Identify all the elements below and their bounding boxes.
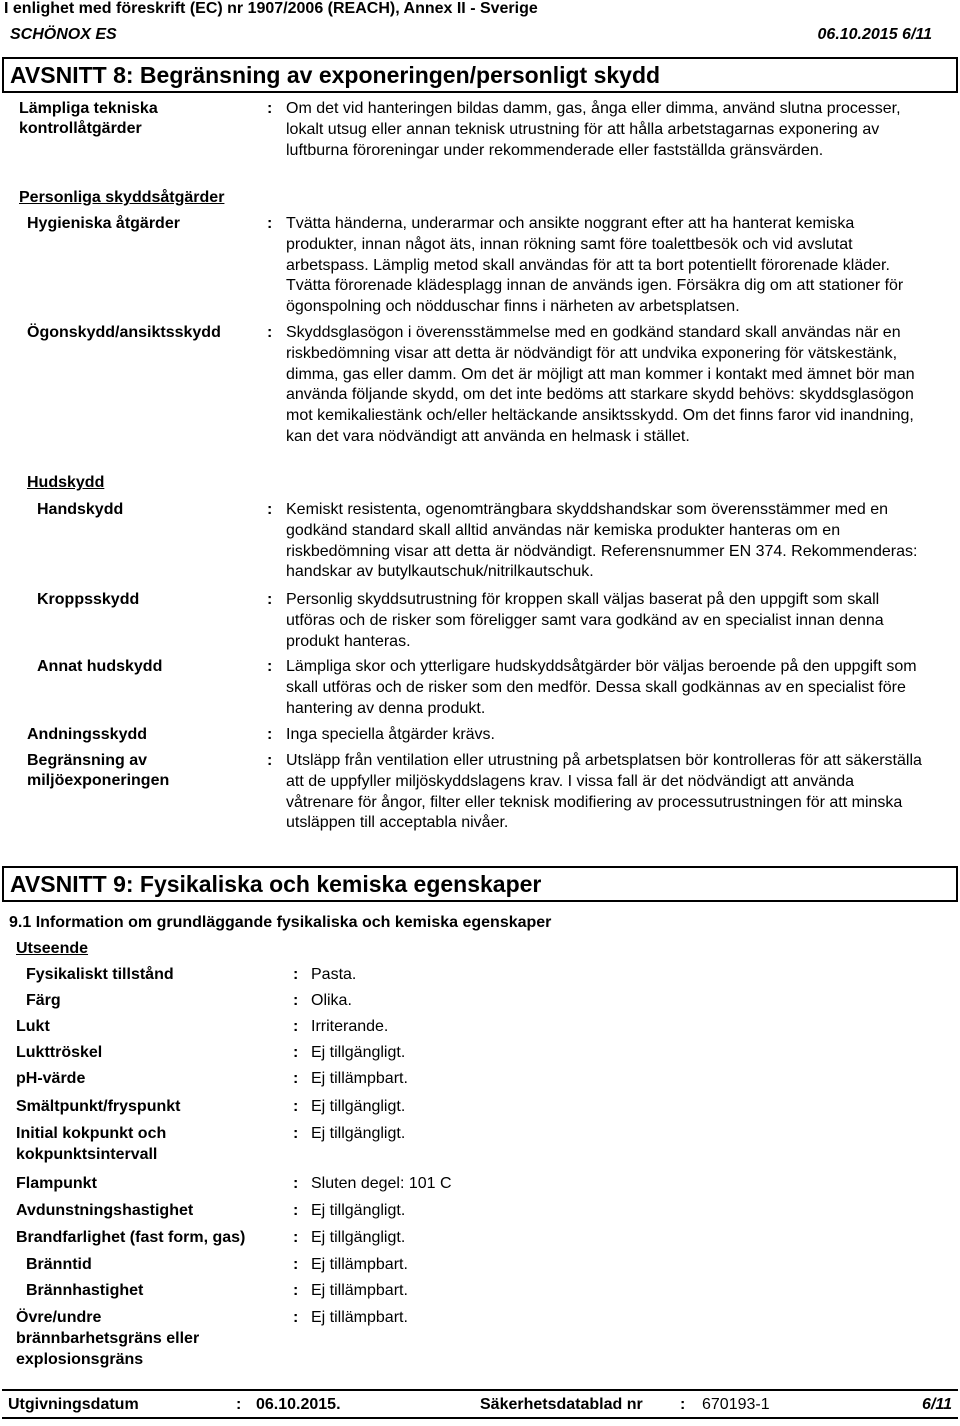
hygiene-value: Tvätta händerna, underarmar och ansikte noggrant efter att ha hanterat kemiska produkter, innan något äts, innan rökning samt före toalettbesök och vid avslutat arbetspass. Lämplig metod skall användas för att ta bort potentiellt förorenade kläder. Tvätta förorenade klädesplagg innan de används igen. Försäkra dig om att stationer för ögonspolning och nödduschar finns i närheten av arbetsplatsen. <box>286 215 904 316</box>
prop-value: Sluten degel: 101 C <box>311 1175 452 1192</box>
prop-value: Ej tillämpbart. <box>311 1256 408 1273</box>
colon: : <box>680 1396 686 1413</box>
page-number: 6/11 <box>922 1396 952 1413</box>
colon: : <box>267 501 273 518</box>
prop-label: Flampunkt <box>16 1175 97 1192</box>
colon: : <box>293 1044 299 1061</box>
prop-label: Övre/undre brännbarhetsgräns eller explosionsgräns <box>16 1309 200 1368</box>
colon: : <box>293 1229 299 1246</box>
prop-label: Brännhastighet <box>26 1282 144 1299</box>
colon: : <box>267 726 273 743</box>
colon: : <box>293 1282 299 1299</box>
regulation-header: I enlighet med föreskrift (EC) nr 1907/2006 (REACH), Annex II - Sverige <box>4 0 538 17</box>
appearance-heading: Utseende <box>16 940 89 957</box>
respiratory-protection-value: Inga speciella åtgärder krävs. <box>286 726 495 743</box>
colon: : <box>267 215 273 232</box>
colon: : <box>293 1018 299 1035</box>
colon: : <box>267 591 273 608</box>
prop-value: Olika. <box>311 992 352 1009</box>
sds-number-value: 670193-1 <box>702 1396 770 1413</box>
prop-value: Ej tillgängligt. <box>311 1125 406 1142</box>
hygiene-label: Hygieniska åtgärder <box>27 215 180 232</box>
prop-value: Ej tillämpbart. <box>311 1282 408 1299</box>
header-date-page: 06.10.2015 6/11 <box>817 26 932 43</box>
colon: : <box>267 100 273 117</box>
prop-value: Irriterande. <box>311 1018 389 1035</box>
colon: : <box>293 1175 299 1192</box>
section9-subtitle: 9.1 Information om grundläggande fysikaliska och kemiska egenskaper <box>9 914 552 931</box>
engineering-controls-label: Lämpliga tekniska kontrollåtgärder <box>19 100 158 137</box>
section8-title: AVSNITT 8: Begränsning av exponeringen/personligt skydd <box>2 57 958 93</box>
colon: : <box>293 1070 299 1087</box>
personal-protection-heading: Personliga skyddsåtgärder <box>19 189 225 206</box>
hand-protection-value: Kemiskt resistenta, ogenomträngbara skyddshandskar som överensstämmer med en godkänd standard skall alltid användas när kemiska produkter hanteras om en riskbedömning visar att detta är nödvändigt. Referensnummer EN 374. Rekommenderas: handskar av butylkautschuk/nitrilkautschuk. <box>286 501 918 581</box>
other-skin-protection-value: Lämpliga skor och ytterligare hudskyddsåtgärder bör väljas beroende på den uppgift som skall utföras och de risker som den medför. Dessa skall godkännas av en specialist före hantering av denna produkt. <box>286 658 917 717</box>
prop-value: Ej tillgängligt. <box>311 1202 406 1219</box>
eye-protection-value: Skyddsglasögon i överensstämmelse med en godkänd standard skall användas när en riskbedömning visar att detta är nödvändigt för att undvika exponering för vätskestänk, dimma, gas eller damm. Om det är möjligt att man kommer i kontakt med ämnet bör man använda följande skydd, om det inte bedöms att starkare skydd behövs: skyddsglasögon mot kemikaliestänk och/eller heltäckande ansiktsskydd. Om det finns faror vid inandning, kan det vara nödvändigt att använda en helmask i stället. <box>286 324 915 445</box>
prop-value: Ej tillgängligt. <box>311 1229 406 1246</box>
body-protection-label: Kroppsskydd <box>37 591 140 608</box>
prop-value: Ej tillämpbart. <box>311 1309 408 1326</box>
environmental-exposure-label: Begränsning av miljöexponeringen <box>27 752 170 789</box>
colon: : <box>293 1098 299 1115</box>
colon: : <box>293 1309 299 1326</box>
prop-label: Initial kokpunkt och kokpunktsintervall <box>16 1125 167 1163</box>
colon: : <box>236 1396 242 1413</box>
engineering-controls-value: Om det vid hanteringen bildas damm, gas, ånga eller dimma, använd slutna processer, lokalt utsug eller annan teknisk utrustning för att hålla arbetstagarnas exponering av luftburna föroreningar under rekommenderade eller fastställda gränsvärden. <box>286 100 901 159</box>
respiratory-protection-label: Andningsskydd <box>27 726 148 743</box>
prop-label: Bränntid <box>26 1256 92 1273</box>
prop-label: Fysikaliskt tillstånd <box>26 966 174 983</box>
skin-protection-heading: Hudskydd <box>27 474 105 491</box>
hand-protection-label: Handskydd <box>37 501 124 518</box>
prop-label: Smältpunkt/fryspunkt <box>16 1098 181 1115</box>
other-skin-protection-label: Annat hudskydd <box>37 658 163 675</box>
prop-value: Ej tillgängligt. <box>311 1098 406 1115</box>
colon: : <box>267 658 273 675</box>
colon: : <box>293 992 299 1009</box>
eye-protection-label: Ögonskydd/ansiktsskydd <box>27 324 221 341</box>
footer <box>2 1389 958 1419</box>
colon: : <box>293 966 299 983</box>
prop-value: Ej tillgängligt. <box>311 1044 406 1061</box>
colon: : <box>293 1125 299 1142</box>
prop-label: Avdunstningshastighet <box>16 1202 194 1219</box>
prop-label: Lukt <box>16 1018 50 1035</box>
colon: : <box>293 1202 299 1219</box>
section9-title: AVSNITT 9: Fysikaliska och kemiska egenskaper <box>2 866 958 902</box>
prop-label: pH-värde <box>16 1070 86 1087</box>
product-name: SCHÖNOX ES <box>10 26 117 43</box>
prop-value: Ej tillämpbart. <box>311 1070 408 1087</box>
issue-date-label: Utgivningsdatum <box>8 1396 139 1413</box>
prop-label: Brandfarlighet (fast form, gas) <box>16 1229 246 1246</box>
prop-label: Färg <box>26 992 61 1009</box>
prop-value: Pasta. <box>311 966 357 983</box>
colon: : <box>267 324 273 341</box>
colon: : <box>293 1256 299 1273</box>
colon: : <box>267 752 273 769</box>
sds-number-label: Säkerhetsdatablad nr <box>480 1396 643 1413</box>
issue-date-value: 06.10.2015. <box>256 1396 341 1413</box>
prop-label: Lukttröskel <box>16 1044 103 1061</box>
environmental-exposure-value: Utsläpp från ventilation eller utrustning på arbetsplatsen bör kontrolleras för att säkerställa att de uppfyller miljöskyddslagens krav. I vissa fall är det nödvändigt att använda våtrenare för ångor, filter eller teknisk modifiering av processutrustningen för att minska utsläppen till acceptabla nivåer. <box>286 752 922 832</box>
body-protection-value: Personlig skyddsutrustning för kroppen skall väljas baserat på den uppgift som skall utföras och de risker som föreligger samt vara godkänd av en specialist innan denna produkt hanteras. <box>286 591 884 650</box>
